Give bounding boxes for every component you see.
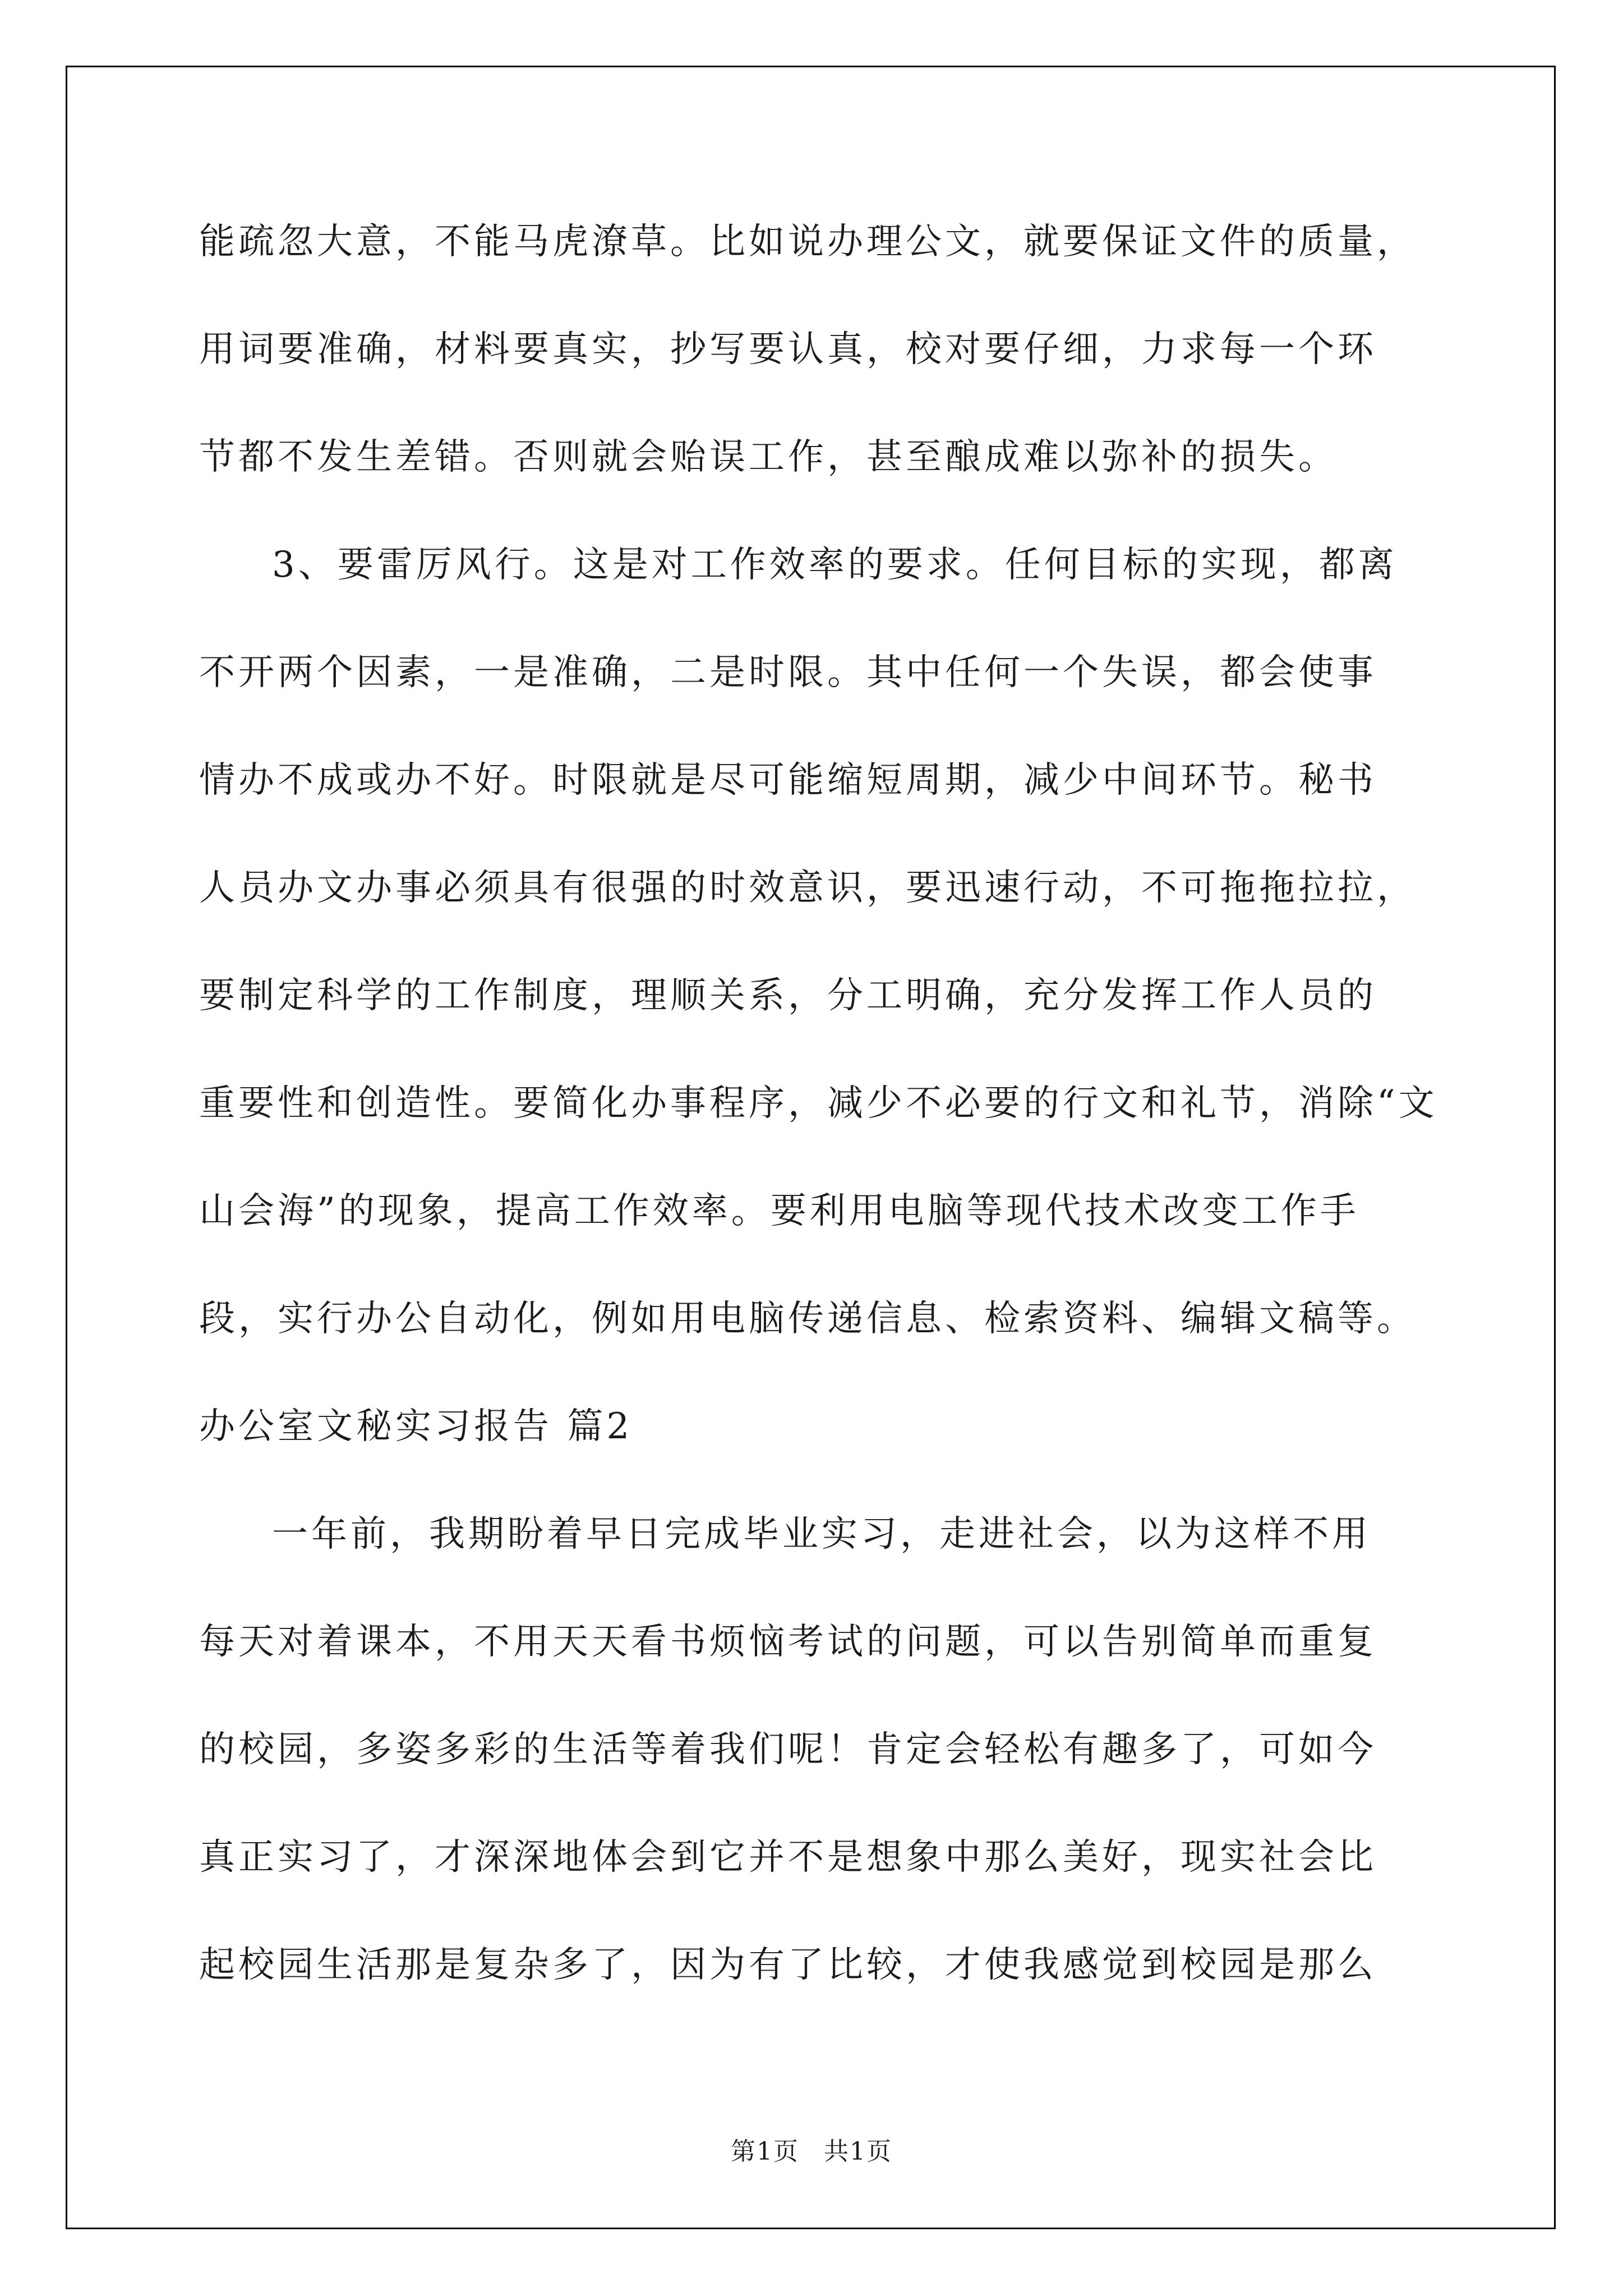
section-heading: 办公室文秘实习报告 篇2 bbox=[199, 1406, 633, 1447]
text-line: 要制定科学的工作制度，理顺关系，分工明确，充分发挥工作人员的 bbox=[199, 975, 1377, 1016]
text-line: 一年前，我期盼着早日完成毕业实习，走进社会，以为这样不用 bbox=[272, 1513, 1371, 1555]
text-line: 用词要准确，材料要真实，抄写要认真，校对要仔细，力求每一个环 bbox=[199, 329, 1377, 370]
page-total: 共1页 bbox=[824, 2137, 892, 2166]
text-line: 重要性和创造性。要简化办事程序，减少不必要的行文和礼节，消除“文 bbox=[199, 1083, 1438, 1124]
page-number: 第1页 bbox=[731, 2137, 799, 2166]
text-line: 不开两个因素，一是准确，二是时限。其中任何一个失误，都会使事 bbox=[199, 652, 1377, 693]
text-line: 节都不发生差错。否则就会贻误工作，甚至酿成难以弥补的损失。 bbox=[199, 436, 1338, 478]
text-line: 3、要雷厉风行。这是对工作效率的要求。任何目标的实现，都离 bbox=[272, 544, 1398, 586]
text-line: 段，实行办公自动化，例如用电脑传递信息、检索资料、编辑文稿等。 bbox=[199, 1298, 1416, 1340]
document-body bbox=[199, 188, 1438, 2019]
text-line: 真正实习了，才深深地体会到它并不是想象中那么美好，现实社会比 bbox=[199, 1837, 1377, 1878]
text-line: 每天对着课本，不用天天看书烦恼考试的问题，可以告别简单而重复 bbox=[199, 1621, 1377, 1663]
text-line: 起校园生活那是复杂多了，因为有了比较，才使我感觉到校园是那么 bbox=[199, 1944, 1377, 1986]
text-line: 人员办文办事必须具有很强的时效意识，要迅速行动，不可拖拖拉拉， bbox=[199, 867, 1416, 909]
text-line: 的校园，多姿多彩的生活等着我们呢！肯定会轻松有趣多了，可如今 bbox=[199, 1729, 1377, 1770]
text-line: 情办不成或办不好。时限就是尽可能缩短周期，减少中间环节。秘书 bbox=[199, 760, 1377, 801]
text-line: 能疏忽大意，不能马虎潦草。比如说办理公文，就要保证文件的质量， bbox=[199, 221, 1416, 263]
page-footer bbox=[0, 2135, 1623, 2169]
text-line: 山会海”的现象，提高工作效率。要利用电脑等现代技术改变工作手 bbox=[199, 1190, 1359, 1232]
